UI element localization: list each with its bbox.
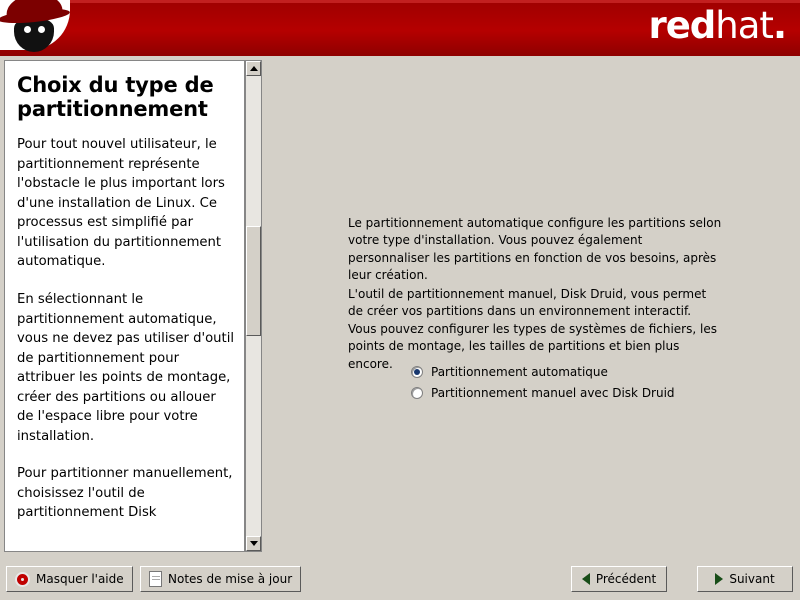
- content-area: [0, 56, 800, 556]
- brand-red: red: [648, 4, 716, 47]
- help-paragraph-3: Pour partitionner manuellement, choisissez l'outil de partitionnement Disk: [17, 466, 233, 521]
- scroll-down-button[interactable]: [246, 536, 261, 551]
- banner-highlight: [0, 0, 800, 3]
- scroll-up-arrow-icon: [250, 66, 258, 71]
- brand-hat: hat: [715, 4, 773, 47]
- main-paragraph-1: Le partitionnement automatique configure les partitions selon votre type d'installation. Vous pouvez également personnaliser les partitions en fonction de vos besoins, après leur création.: [348, 216, 722, 283]
- main-panel: [268, 60, 796, 552]
- main-paragraph-2: L'outil de partitionnement manuel, Disk Druid, vous permet de créer vos partitions dans un environnement interactif. Vous pouvez configurer les types de systèmes de fichiers, les points de montage, les tailles de partitions et bien plus encore.: [348, 287, 717, 371]
- scroll-down-arrow-icon: [250, 541, 258, 546]
- back-button[interactable]: [571, 566, 667, 592]
- document-icon: [149, 571, 162, 587]
- next-label: Suivant: [729, 572, 775, 586]
- help-paragraph-1: Pour tout nouvel utilisateur, le partitionnement représente l'obstacle le plus important lors d'une installation de Linux. Ce processus est simplifié par l'utilisation du partitionnement automatique.: [17, 137, 225, 270]
- redhat-shadowman-icon: [0, 0, 72, 56]
- radio-label-manual: Partitionnement manuel avec Disk Druid: [431, 386, 675, 400]
- footer-bar: [0, 556, 800, 600]
- help-scrollbar[interactable]: [245, 60, 262, 552]
- partition-type-radio-group: [411, 365, 675, 407]
- help-paragraph-2: En sélectionnant le partitionnement automatique, vous ne devez pas utiliser d'outil de partitionnement pour attribuer les points de montage, créer des partitions ou allouer de l'espace libre pour votre installation.: [17, 292, 235, 444]
- radio-button-automatic[interactable]: [411, 366, 423, 378]
- hide-help-button[interactable]: [6, 566, 133, 592]
- arrow-left-icon: [582, 573, 590, 585]
- scrollbar-track[interactable]: [246, 76, 261, 536]
- radio-option-manual[interactable]: [411, 386, 675, 400]
- scrollbar-thumb[interactable]: [246, 226, 261, 336]
- header-banner: [0, 0, 800, 56]
- back-label: Précédent: [595, 572, 657, 586]
- next-button[interactable]: [697, 566, 793, 592]
- help-panel: [4, 60, 245, 552]
- radio-button-manual[interactable]: [411, 387, 423, 399]
- radio-label-automatic: Partitionnement automatique: [431, 365, 608, 379]
- help-title: Choix du type de partitionnement: [17, 73, 214, 122]
- brand-dot: .: [772, 4, 786, 47]
- hide-help-label: Masquer l'aide: [36, 572, 124, 586]
- scroll-up-button[interactable]: [246, 61, 261, 76]
- radio-option-automatic[interactable]: [411, 365, 675, 379]
- lifebuoy-icon: [15, 572, 30, 587]
- redhat-wordmark: [648, 4, 786, 47]
- arrow-right-icon: [715, 573, 723, 585]
- release-notes-button[interactable]: [140, 566, 301, 592]
- release-notes-label: Notes de mise à jour: [168, 572, 293, 586]
